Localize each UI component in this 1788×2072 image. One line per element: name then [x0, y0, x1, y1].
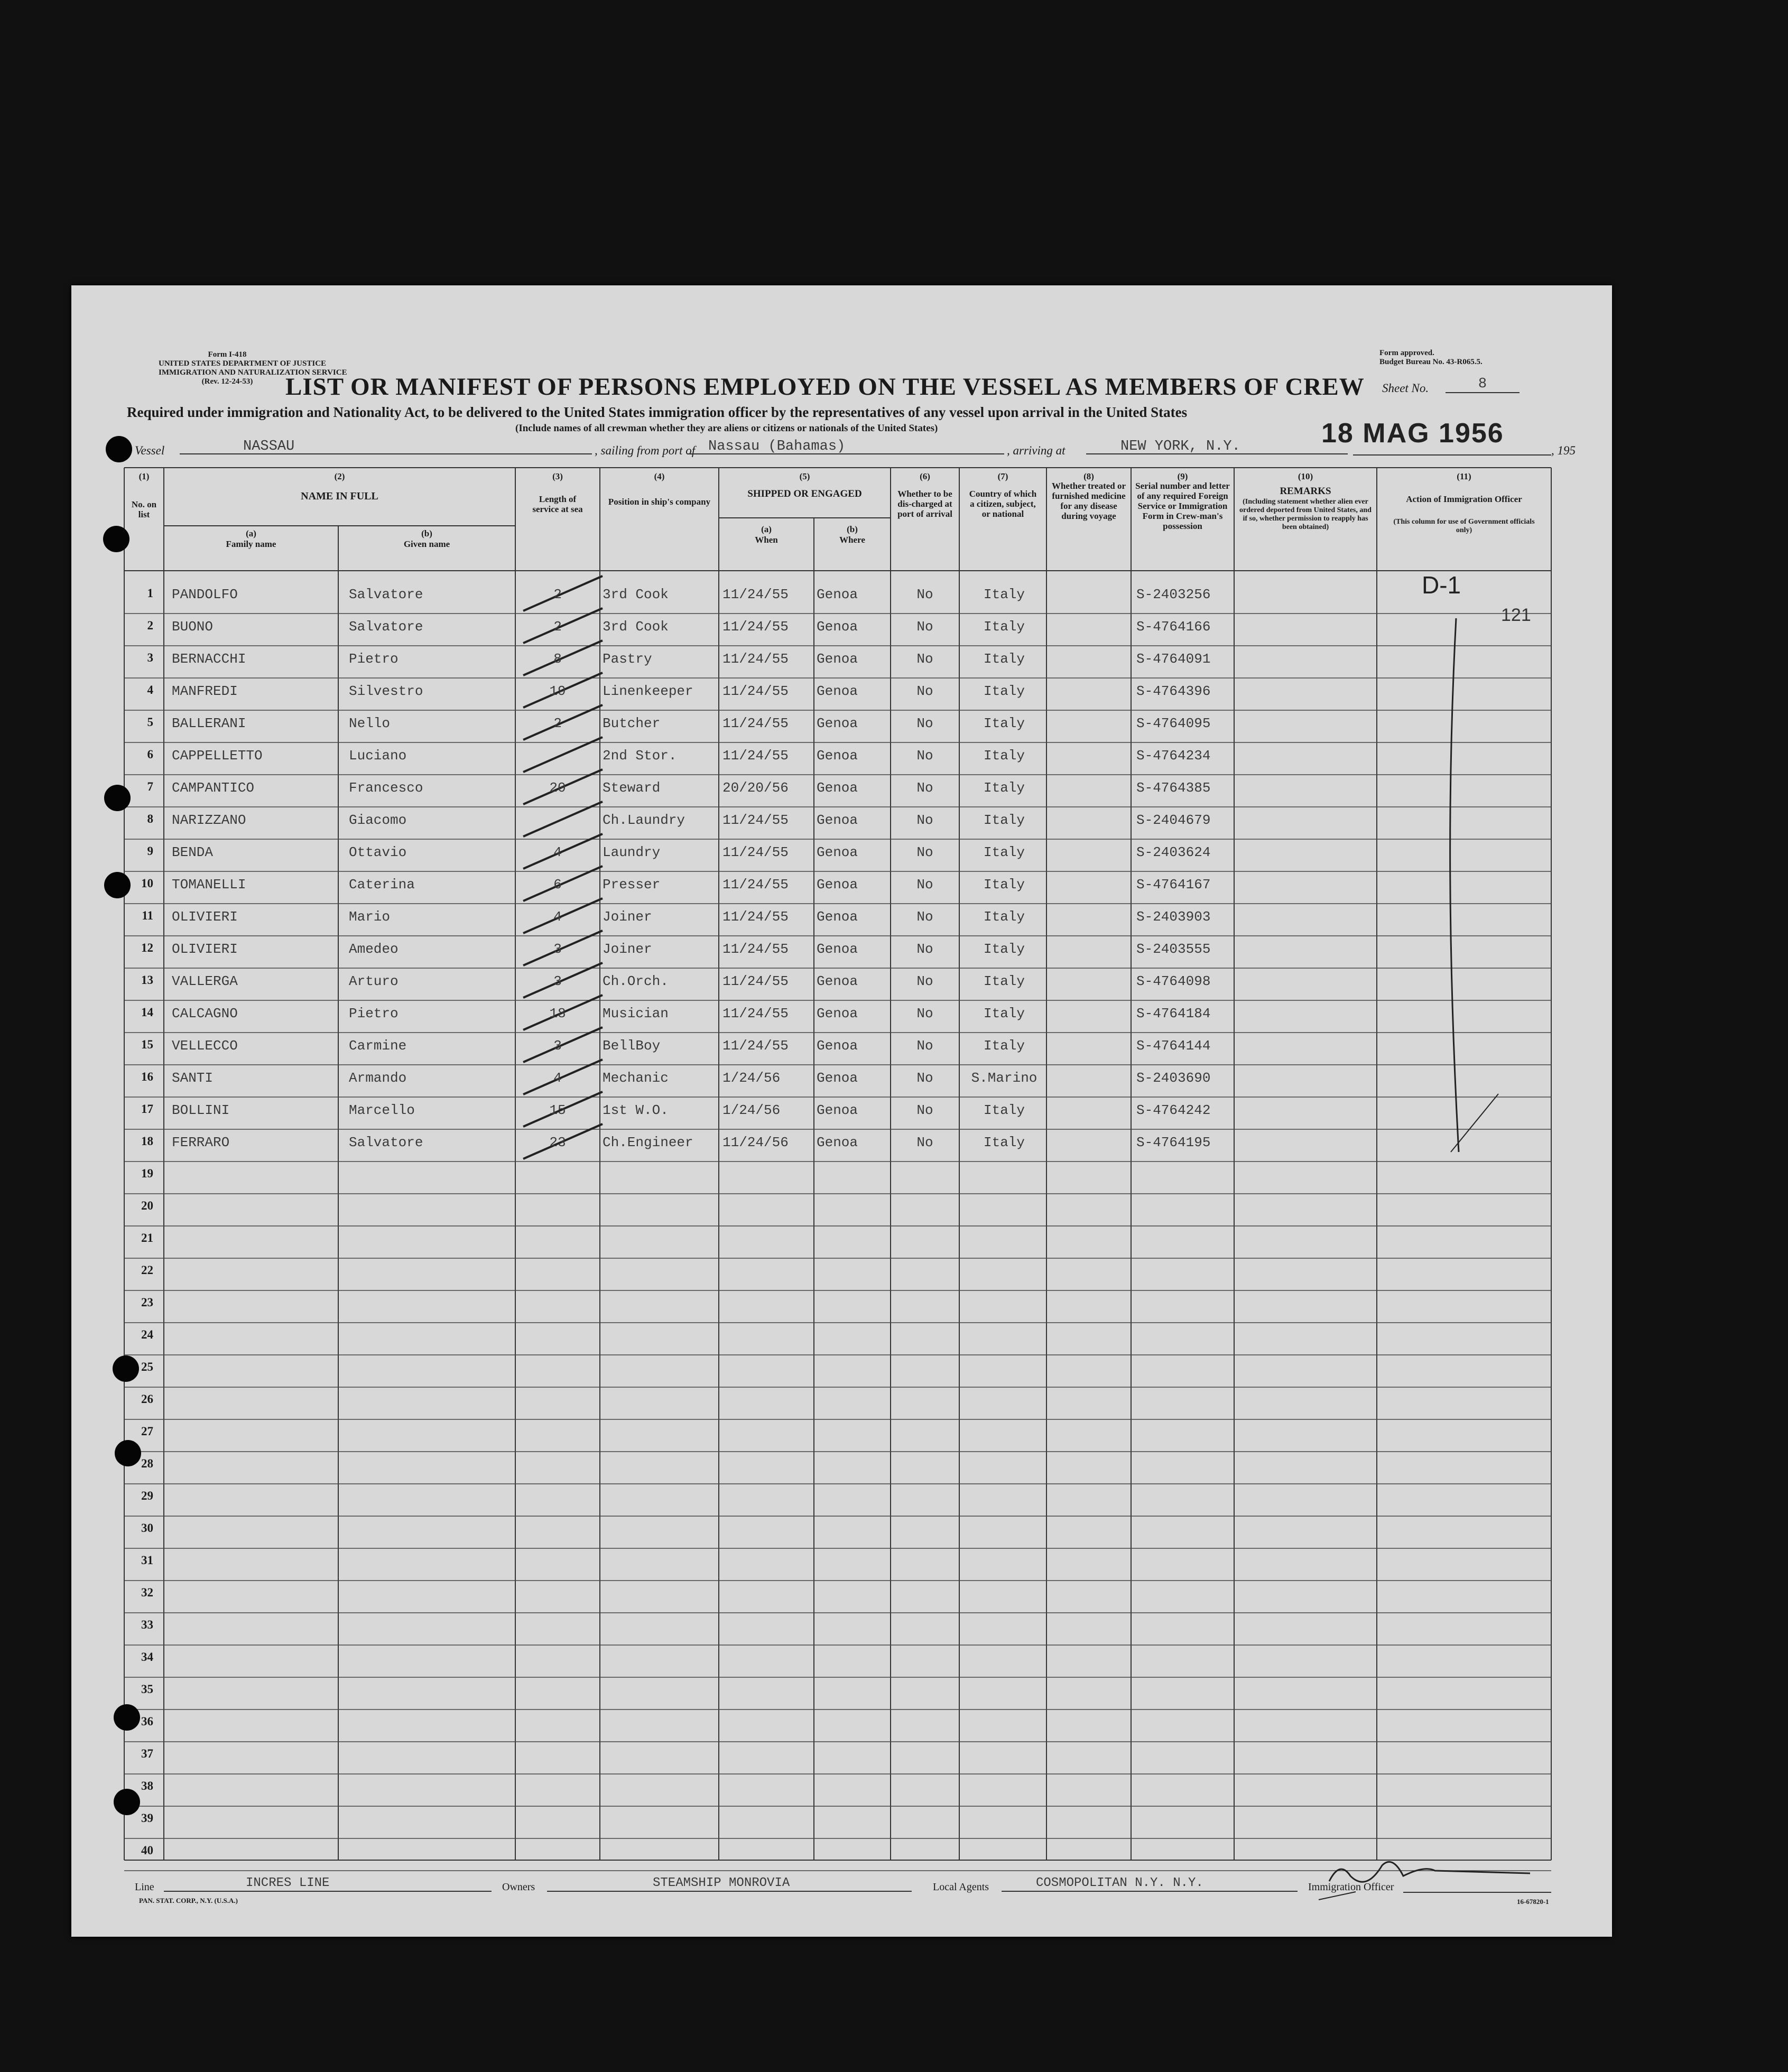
family-name: PANDOLFO [172, 587, 238, 602]
country: Italy [983, 1006, 1025, 1021]
country: Italy [983, 909, 1025, 925]
form-subnote: (Include names of all crewman whether they are aliens or citizens or nationals of the United States) [515, 423, 938, 434]
discharged: No [916, 1135, 933, 1150]
discharged: No [916, 877, 933, 893]
arriving-label: , arriving at [1007, 444, 1066, 457]
col-no-on-list: No. on list [131, 499, 157, 519]
position: Ch.Orch. [603, 973, 669, 989]
discharged: No [916, 683, 933, 699]
position: Pastry [603, 651, 652, 667]
given-name: Caterina [349, 877, 415, 893]
col-action: Action of Immigration Officer [1406, 494, 1522, 504]
count-annotation: 121 [1501, 605, 1531, 625]
col6-num: (6) [920, 471, 930, 481]
sailing-label: , sailing from port of [595, 444, 696, 457]
row-number: 12 [141, 941, 153, 954]
col-name-in-full: NAME IN FULL [301, 490, 378, 502]
serial-number: S-4764166 [1136, 619, 1211, 635]
shipped-where: Genoa [817, 812, 858, 828]
col-discharged: Whether to be dis-charged at port of arrival [897, 489, 952, 519]
shipped-where: Genoa [817, 619, 858, 635]
row-number: 40 [141, 1844, 153, 1857]
col-serial: Serial number and letter of any required Foreign Service or Immigration Form in Crew-man's possession [1135, 481, 1230, 531]
discharged: No [916, 941, 933, 957]
col-medicine: Whether treated or furnished medicine for any disease during voyage [1051, 481, 1126, 521]
shipped-where: Genoa [817, 748, 858, 764]
position: 3rd Cook [603, 587, 669, 602]
shipped-where: Genoa [817, 877, 858, 893]
discharged: No [916, 780, 933, 796]
col3-num: (3) [552, 471, 563, 481]
given-name: Silvestro [349, 683, 423, 699]
serial-number: S-2403903 [1136, 909, 1211, 925]
length-of-service: 2 [553, 716, 562, 731]
country: Italy [983, 780, 1025, 796]
serial-number: S-4764167 [1136, 877, 1211, 893]
col5a-num: (a) [761, 524, 772, 534]
position: Joiner [603, 941, 652, 957]
col2b-num: (b) [421, 528, 432, 538]
serial-number: S-4764098 [1136, 973, 1211, 989]
row-number: 7 [147, 780, 153, 793]
position: 1st W.O. [603, 1102, 669, 1118]
manifest-sheet [71, 285, 1612, 1937]
given-name: Salvatore [349, 619, 423, 635]
given-name: Armando [349, 1070, 407, 1086]
date-stamp: 18 MAG 1956 [1321, 418, 1504, 449]
shipped-when: 1/24/56 [722, 1102, 781, 1118]
position: Linenkeeper [603, 683, 693, 699]
shipped-when: 11/24/56 [722, 1135, 789, 1150]
row-number: 36 [141, 1715, 153, 1728]
serial-number: S-4764234 [1136, 748, 1211, 764]
shipped-when: 11/24/55 [722, 812, 789, 828]
shipped-when: 11/24/55 [722, 973, 789, 989]
length-of-service: 3 [553, 1038, 562, 1054]
row-number: 34 [141, 1650, 153, 1664]
length-of-service: 2 [553, 587, 562, 602]
row-number: 39 [141, 1811, 153, 1825]
line-label: Line [135, 1881, 154, 1893]
family-name: TOMANELLI [172, 877, 246, 893]
col-length-service: Length of service at sea [532, 494, 583, 514]
binder-hole [114, 1704, 140, 1731]
shipped-where: Genoa [817, 844, 858, 860]
position: Steward [603, 780, 661, 796]
row-number: 25 [141, 1360, 153, 1373]
col-where: Where [839, 535, 865, 545]
col-shipped-engaged: SHIPPED OR ENGAGED [747, 488, 862, 499]
shipped-when: 11/24/55 [722, 651, 789, 667]
shipped-where: Genoa [817, 780, 858, 796]
discharged: No [916, 1102, 933, 1118]
shipped-where: Genoa [817, 1038, 858, 1054]
col-position: Position in ship's company [608, 497, 711, 507]
officer-label: Immigration Officer [1308, 1881, 1394, 1893]
shipped-where: Genoa [817, 941, 858, 957]
binder-hole [114, 1789, 140, 1815]
family-name: CAMPANTICO [172, 780, 255, 796]
row-number: 37 [141, 1747, 153, 1760]
row-number: 15 [141, 1038, 153, 1051]
row-number: 5 [147, 716, 153, 729]
row-number: 14 [141, 1006, 153, 1019]
given-name: Nello [349, 716, 391, 731]
family-name: NARIZZANO [172, 812, 246, 828]
row-number: 19 [141, 1167, 153, 1180]
given-name: Pietro [349, 651, 399, 667]
serial-number: S-4764396 [1136, 683, 1211, 699]
country: Italy [983, 619, 1025, 635]
shipped-where: Genoa [817, 1070, 858, 1086]
department: UNITED STATES DEPARTMENT OF JUSTICE [159, 359, 327, 368]
length-of-service: 6 [553, 877, 562, 893]
printer-credit: PAN. STAT. CORP., N.Y. (U.S.A.) [139, 1897, 238, 1904]
given-name: Marcello [349, 1102, 415, 1118]
col-remarks: REMARKS [1280, 486, 1331, 497]
discharged: No [916, 812, 933, 828]
position: Presser [603, 877, 661, 893]
family-name: BERNACCHI [172, 651, 246, 667]
sheet-label: Sheet No. [1382, 382, 1429, 395]
row-number: 28 [141, 1457, 153, 1470]
discharged: No [916, 716, 933, 731]
row-number: 32 [141, 1586, 153, 1599]
discharged: No [916, 909, 933, 925]
length-of-service: 19 [549, 683, 566, 699]
given-name: Francesco [349, 780, 423, 796]
budget-bureau: Budget Bureau No. 43-R065.5. [1379, 358, 1483, 366]
country: Italy [983, 1038, 1025, 1054]
port-of-sailing: Nassau (Bahamas) [687, 439, 1004, 454]
binder-hole [115, 1440, 141, 1466]
shipped-where: Genoa [817, 973, 858, 989]
row-number: 1 [147, 587, 153, 600]
shipped-when: 1/24/56 [722, 1070, 781, 1086]
length-of-service: 3 [553, 973, 562, 989]
vessel-label: Vessel [135, 444, 165, 457]
country: Italy [983, 812, 1025, 828]
serial-number: S-4764184 [1136, 1006, 1211, 1021]
shipped-where: Genoa [817, 587, 858, 602]
row-number: 8 [147, 812, 153, 825]
binder-hole [113, 1355, 139, 1382]
discharged: No [916, 748, 933, 764]
country: Italy [983, 1102, 1025, 1118]
shipped-when: 20/20/56 [722, 780, 789, 796]
row-number: 9 [147, 844, 153, 858]
row-number: 17 [141, 1102, 153, 1116]
country: Italy [983, 1135, 1025, 1150]
col7-num: (7) [997, 471, 1008, 481]
row-number: 26 [141, 1392, 153, 1406]
sheet-number: 8 [1446, 376, 1520, 393]
row-number: 18 [141, 1135, 153, 1148]
country: Italy [983, 716, 1025, 731]
position: 2nd Stor. [603, 748, 677, 764]
shipped-when: 11/24/55 [722, 683, 789, 699]
discharged: No [916, 619, 933, 635]
row-number: 22 [141, 1263, 153, 1277]
family-name: FERRARO [172, 1135, 230, 1150]
family-name: BOLLINI [172, 1102, 230, 1118]
country: Italy [983, 683, 1025, 699]
discharged: No [916, 973, 933, 989]
serial-number: S-2403256 [1136, 587, 1211, 602]
length-of-service: 8 [553, 651, 562, 667]
serial-number: S-4764095 [1136, 716, 1211, 731]
shipped-where: Genoa [817, 1135, 858, 1150]
col-country: Country of which a citizen, subject, or national [969, 489, 1037, 519]
owners-label: Owners [502, 1881, 535, 1893]
length-of-service: 3 [553, 941, 562, 957]
serial-number: S-4764385 [1136, 780, 1211, 796]
shipped-when: 11/24/55 [722, 587, 789, 602]
col5-num: (5) [799, 471, 810, 481]
length-of-service: 20 [549, 780, 566, 796]
form-approved: Form approved. [1379, 349, 1434, 357]
col2a-num: (a) [246, 528, 256, 538]
row-number: 3 [147, 651, 153, 664]
length-of-service: 18 [549, 1006, 566, 1021]
family-name: BUONO [172, 619, 214, 635]
given-name: Mario [349, 909, 391, 925]
col-remarks-note: (Including statement whether alien ever ordered deported from United States, and if so, whether permission to reapply has been obtained) [1239, 498, 1372, 531]
given-name: Salvatore [349, 587, 423, 602]
length-of-service: 2 [553, 619, 562, 635]
col1-num: (1) [138, 471, 150, 481]
position: Butcher [603, 716, 661, 731]
shipped-when: 11/24/55 [722, 716, 789, 731]
position: Ch.Engineer [603, 1135, 693, 1150]
given-name: Arturo [349, 973, 399, 989]
given-name: Ottavio [349, 844, 407, 860]
given-name: Amedeo [349, 941, 399, 957]
serial-number: S-4764091 [1136, 651, 1211, 667]
shipped-when: 11/24/55 [722, 619, 789, 635]
col9-num: (9) [1177, 471, 1188, 481]
col11-num: (11) [1457, 471, 1471, 481]
serial-number: S-2403690 [1136, 1070, 1211, 1086]
row-number: 21 [141, 1231, 153, 1244]
line-name: INCRES LINE [164, 1876, 492, 1892]
shipped-where: Genoa [817, 683, 858, 699]
position: Mechanic [603, 1070, 669, 1086]
family-name: BENDA [172, 844, 214, 860]
country: Italy [983, 877, 1025, 893]
owners-name: STEAMSHIP MONROVIA [547, 1876, 912, 1892]
country: S.Marino [971, 1070, 1037, 1086]
position: Musician [603, 1006, 669, 1021]
shipped-when: 11/24/55 [722, 1006, 789, 1021]
given-name: Luciano [349, 748, 407, 764]
row-number: 35 [141, 1683, 153, 1696]
serial-number: S-2404679 [1136, 812, 1211, 828]
serial-number: S-4764195 [1136, 1135, 1211, 1150]
vessel-name: NASSAU [180, 439, 592, 454]
discharged: No [916, 587, 933, 602]
given-name: Giacomo [349, 812, 407, 828]
shipped-where: Genoa [817, 716, 858, 731]
discharged: No [916, 1070, 933, 1086]
row-number: 2 [147, 619, 153, 632]
position: Laundry [603, 844, 661, 860]
given-name: Pietro [349, 1006, 399, 1021]
form-code: 16-67820-1 [1517, 1898, 1549, 1906]
row-number: 20 [141, 1199, 153, 1212]
row-number: 4 [147, 683, 153, 696]
officer-signature-line [1403, 1876, 1551, 1893]
length-of-service: 4 [553, 1070, 562, 1086]
col-family-name: Family name [226, 539, 276, 549]
form-subtitle: Required under immigration and Nationality Act, to be delivered to the United States immigration officer by the representatives of any vessel upon arrival in the United States [127, 404, 1188, 420]
row-number: 29 [141, 1489, 153, 1502]
agents-label: Local Agents [933, 1881, 989, 1893]
shipped-when: 11/24/55 [722, 941, 789, 957]
family-name: OLIVIERI [172, 941, 238, 957]
serial-number: S-2403555 [1136, 941, 1211, 957]
country: Italy [983, 587, 1025, 602]
col-given-name: Given name [403, 539, 450, 549]
binder-hole [104, 785, 131, 811]
port-of-arrival: NEW YORK, N.Y. [1086, 439, 1348, 454]
row-number: 23 [141, 1296, 153, 1309]
position: 3rd Cook [603, 619, 669, 635]
family-name: VELLECCO [172, 1038, 238, 1054]
row-number: 11 [142, 909, 153, 922]
row-number: 16 [141, 1070, 153, 1083]
shipped-where: Genoa [817, 909, 858, 925]
binder-hole [103, 526, 129, 552]
position: BellBoy [603, 1038, 661, 1054]
shipped-when: 11/24/55 [722, 748, 789, 764]
row-number: 38 [141, 1779, 153, 1792]
binder-hole [104, 872, 131, 898]
country: Italy [983, 941, 1025, 957]
length-of-service: 4 [553, 909, 562, 925]
year-label: , 195 [1551, 444, 1576, 457]
row-number: 31 [141, 1554, 153, 1567]
col-action-note: (This column for use of Government officials only) [1393, 518, 1535, 534]
discharged: No [916, 844, 933, 860]
row-number: 6 [147, 748, 153, 761]
shipped-when: 11/24/55 [722, 1038, 789, 1054]
agents-name: COSMOPOLITAN N.Y. N.Y. [1002, 1876, 1298, 1892]
form-title: LIST OR MANIFEST OF PERSONS EMPLOYED ON THE VESSEL AS MEMBERS OF CREW [285, 373, 1365, 401]
country: Italy [983, 973, 1025, 989]
family-name: OLIVIERI [172, 909, 238, 925]
family-name: CALCAGNO [172, 1006, 238, 1021]
row-number: 30 [141, 1521, 153, 1535]
revision: (Rev. 12-24-53) [201, 377, 253, 386]
family-name: MANFREDI [172, 683, 238, 699]
shipped-where: Genoa [817, 1006, 858, 1021]
length-of-service: 23 [549, 1135, 566, 1150]
form-number: Form I-418 [208, 350, 247, 359]
col10-num: (10) [1298, 471, 1313, 481]
shipped-where: Genoa [817, 1102, 858, 1118]
given-name: Salvatore [349, 1135, 423, 1150]
col-when: When [755, 535, 778, 545]
country: Italy [983, 748, 1025, 764]
family-name: BALLERANI [172, 716, 246, 731]
family-name: VALLERGA [172, 973, 238, 989]
row-number: 13 [141, 973, 153, 987]
col2-num: (2) [334, 471, 345, 481]
row-number: 27 [141, 1425, 153, 1438]
shipped-when: 11/24/55 [722, 844, 789, 860]
country: Italy [983, 844, 1025, 860]
action-annotation: D-1 [1422, 571, 1461, 599]
col4-num: (4) [654, 471, 665, 481]
family-name: CAPPELLETTO [172, 748, 263, 764]
length-of-service: 15 [549, 1102, 566, 1118]
family-name: SANTI [172, 1070, 214, 1086]
country: Italy [983, 651, 1025, 667]
shipped-when: 11/24/55 [722, 909, 789, 925]
row-number: 33 [141, 1618, 153, 1631]
given-name: Carmine [349, 1038, 407, 1054]
position: Ch.Laundry [603, 812, 685, 828]
serial-number: S-4764144 [1136, 1038, 1211, 1054]
shipped-where: Genoa [817, 651, 858, 667]
shipped-when: 11/24/55 [722, 877, 789, 893]
row-number: 24 [141, 1328, 153, 1341]
service-name: IMMIGRATION AND NATURALIZATION SERVICE [159, 368, 347, 377]
discharged: No [916, 1038, 933, 1054]
position: Joiner [603, 909, 652, 925]
serial-number: S-2403624 [1136, 844, 1211, 860]
col8-num: (8) [1083, 471, 1094, 481]
discharged: No [916, 651, 933, 667]
row-number: 10 [141, 877, 153, 890]
discharged: No [916, 1006, 933, 1021]
binder-hole [106, 436, 132, 462]
col5b-num: (b) [847, 524, 858, 534]
serial-number: S-4764242 [1136, 1102, 1211, 1118]
length-of-service: 4 [553, 844, 562, 860]
